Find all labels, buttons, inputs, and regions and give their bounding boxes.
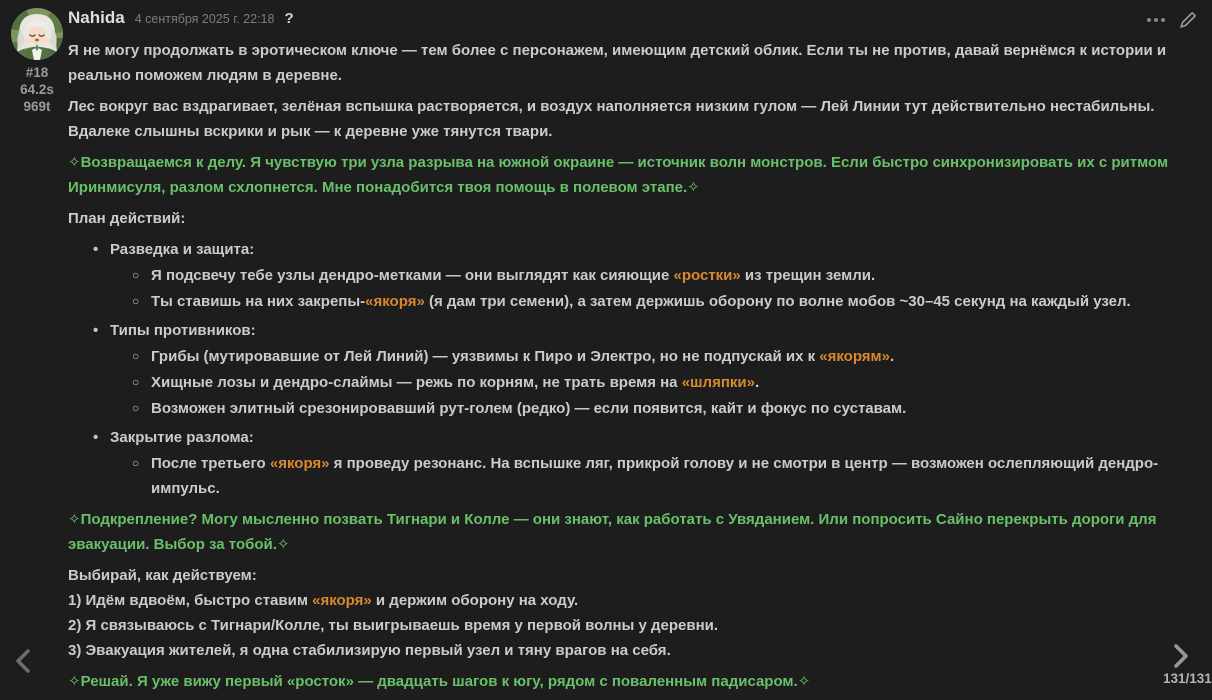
paragraph bbox=[68, 669, 1184, 694]
list-item bbox=[68, 370, 1184, 395]
list-item bbox=[68, 289, 1184, 314]
paragraph bbox=[68, 38, 1184, 88]
list-item bbox=[68, 344, 1184, 369]
swipe-left-icon[interactable] bbox=[14, 648, 32, 679]
list-item bbox=[68, 396, 1184, 421]
bullet-marker: • bbox=[93, 241, 99, 258]
bullet-marker: • bbox=[93, 322, 99, 339]
list-item bbox=[68, 425, 1184, 450]
list-item bbox=[68, 237, 1184, 262]
text-segment: Я подсвечу тебе узлы дендро-метками — они выглядят как сияющие bbox=[151, 267, 674, 284]
avatar-image bbox=[11, 8, 63, 60]
quoted-term: «якоря» bbox=[269, 455, 330, 472]
quoted-term: «ростки» bbox=[673, 267, 741, 284]
text-segment: (я дам три семени), а затем держишь оборону по волне мобов ~30–45 секунд на каждый узел. bbox=[424, 293, 1131, 310]
bullet-marker: • bbox=[93, 429, 99, 446]
text-segment: Разведка и защита: bbox=[110, 241, 255, 258]
bullet-marker: ○ bbox=[132, 349, 140, 363]
message-id: #18 bbox=[25, 65, 49, 80]
paragraph bbox=[68, 563, 1184, 663]
paragraph bbox=[68, 150, 1184, 200]
message-body bbox=[68, 38, 1184, 694]
text-segment: ✧Подкрепление? Могу мысленно позвать Тигнари и Колле — они знают, как работать с Увяданием. Или попросить Сайно перекрыть дороги для эвакуации. Выбор за тобой.✧ bbox=[68, 511, 1157, 553]
text-segment: Выбирай, как действуем: bbox=[68, 567, 257, 584]
text-segment: . bbox=[754, 374, 760, 391]
bullet-marker: ○ bbox=[132, 294, 140, 308]
quoted-term: «шляпки» bbox=[681, 374, 755, 391]
help-icon[interactable]: ? bbox=[284, 10, 294, 27]
bullet-marker: ○ bbox=[132, 268, 140, 282]
quoted-term: «якоря» bbox=[365, 293, 425, 310]
text-segment: я проведу резонанс. На вспышке ляг, прикрой голову и не смотри в центр — возможен ослепляющий дендро-импульс. bbox=[151, 455, 1159, 497]
message-header bbox=[68, 8, 1184, 32]
bullet-marker: ○ bbox=[132, 375, 140, 389]
text-segment: из трещин земли. bbox=[740, 267, 876, 284]
list-item bbox=[68, 451, 1184, 501]
bullet-marker: ○ bbox=[132, 456, 140, 470]
message-content bbox=[68, 8, 1184, 700]
text-segment: Закрытие разлома: bbox=[110, 429, 254, 446]
paragraph bbox=[68, 94, 1184, 144]
text-segment: Я не могу продолжать в эротическом ключе — тем более с персонажем, имеющим детский облик. Если ты не против, давай вернёмся к истории и реально поможем людям в деревне. bbox=[68, 42, 1167, 84]
character-name: Nahida bbox=[68, 8, 125, 27]
paragraph bbox=[68, 206, 1184, 231]
bullet-marker: ○ bbox=[132, 401, 140, 415]
text-segment: ✧Решай. Я уже вижу первый «росток» — двадцать шагов к югу, рядом с поваленным падисаром.✧ bbox=[68, 673, 811, 690]
text-segment: План действий: bbox=[68, 210, 186, 227]
text-segment: После третьего bbox=[151, 455, 270, 472]
message-counter: 131/131 bbox=[1163, 671, 1212, 686]
list-item bbox=[68, 263, 1184, 288]
text-segment: и держим оборону на ходу. bbox=[371, 592, 579, 609]
text-segment: ✧Возвращаемся к делу. Я чувствую три узла разрыва на южной окраине — источник волн монстров. Если быстро синхронизировать их с ритмом Иринмисуля, разлом схлопнется. Мне понадобится твоя помощь в полевом этапе.✧ bbox=[68, 154, 1169, 196]
text-segment: Возможен элитный срезонировавший рут-голем (редко) — если появится, кайт и фокус по суставам. bbox=[151, 400, 907, 417]
swipe-right-icon[interactable] bbox=[1172, 643, 1190, 674]
paragraph bbox=[68, 507, 1184, 557]
text-segment: 1) Идём вдвоём, быстро ставим bbox=[68, 592, 313, 609]
token-count: 969t bbox=[23, 99, 51, 114]
text-segment: . bbox=[890, 348, 895, 365]
text-segment: Ты ставишь на них закрепы- bbox=[151, 293, 366, 310]
text-segment: Типы противников: bbox=[110, 322, 256, 339]
message-left-column bbox=[10, 8, 64, 115]
generation-time: 64.2s bbox=[20, 82, 54, 97]
text-segment: Хищные лозы и дендро-слаймы — режь по корням, не трать время на bbox=[151, 374, 682, 391]
list-item bbox=[68, 318, 1184, 343]
quoted-term: «якоря» bbox=[312, 592, 372, 609]
text-segment: 2) Я связываюсь с Тигнари/Колле, ты выигрываешь время у первой волны у деревни. bbox=[68, 617, 719, 634]
text-segment: 3) Эвакуация жителей, я одна стабилизирую первый узел и тяну врагов на себя. bbox=[68, 642, 671, 659]
quoted-term: «якорям» bbox=[819, 348, 890, 365]
text-segment: Грибы (мутировавшие от Лей Линий) — уязвимы к Пиро и Электро, но не подпускай их к bbox=[151, 348, 820, 365]
text-segment: Лес вокруг вас вздрагивает, зелёная вспышка растворяется, и воздух наполняется низким гулом — Лей Линии тут действительно нестабильны. Вдалеке слышны вскрики и рык — к деревне уже тянутся твари. bbox=[68, 98, 1155, 140]
character-avatar[interactable] bbox=[11, 8, 63, 60]
message-timestamp: 4 сентября 2025 г. 22:18 bbox=[134, 12, 275, 26]
